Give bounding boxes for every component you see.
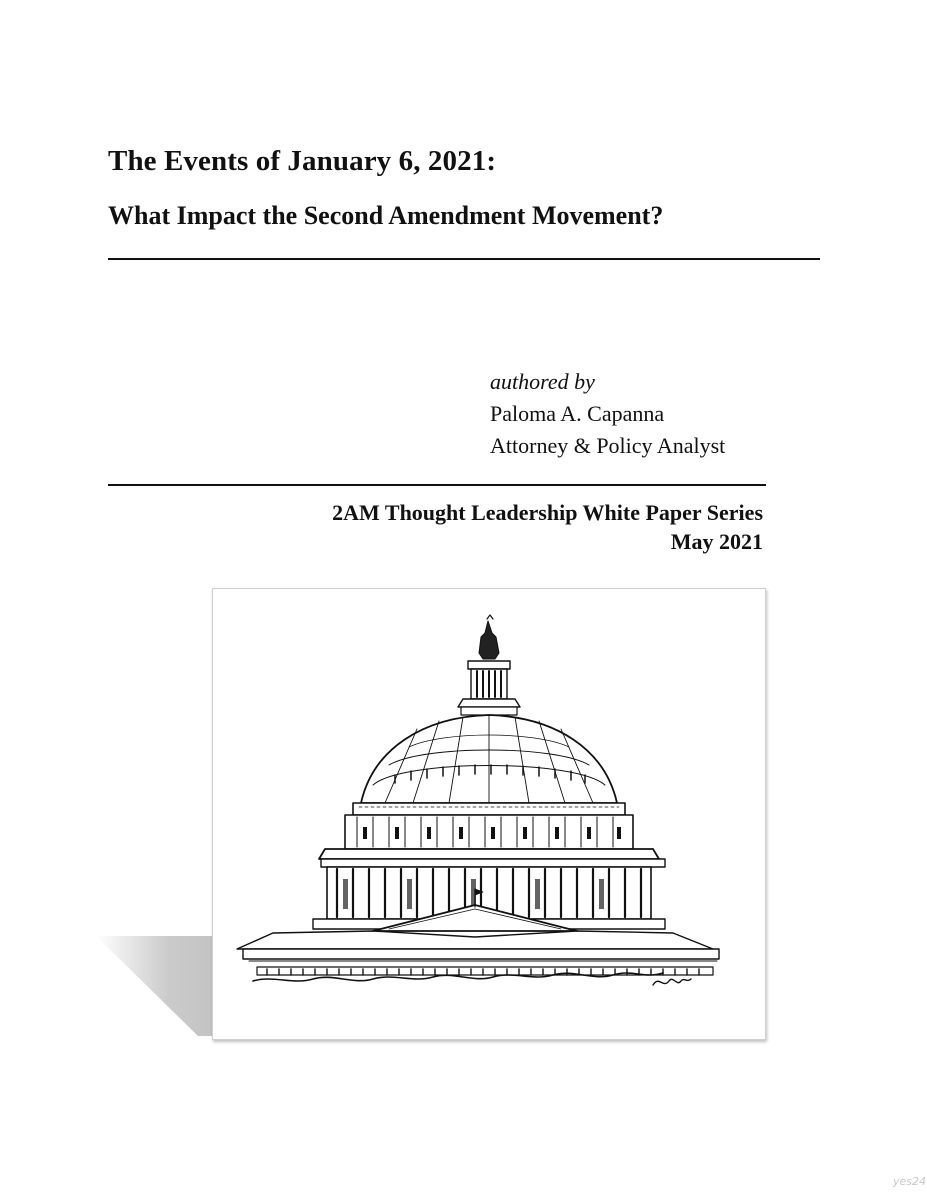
author-name: Paloma A. Capanna: [490, 401, 665, 426]
byline: [490, 366, 725, 462]
title-divider: [108, 258, 820, 260]
publication-date: May 2021: [670, 529, 763, 554]
capitol-dome-sketch: [213, 589, 765, 1039]
document-title: The Events of January 6, 2021:: [108, 145, 497, 177]
illustration-shadow: [96, 936, 216, 1036]
authored-by-label: authored by: [490, 369, 595, 394]
byline-divider: [108, 484, 766, 486]
document-subtitle: What Impact the Second Amendment Movement?: [108, 201, 664, 230]
series-block: [332, 498, 763, 556]
author-role: Attorney & Policy Analyst: [490, 433, 726, 458]
capitol-illustration: [212, 588, 766, 1040]
series-name: 2AM Thought Leadership White Paper Series: [332, 500, 763, 525]
watermark: yes24: [893, 1175, 927, 1188]
